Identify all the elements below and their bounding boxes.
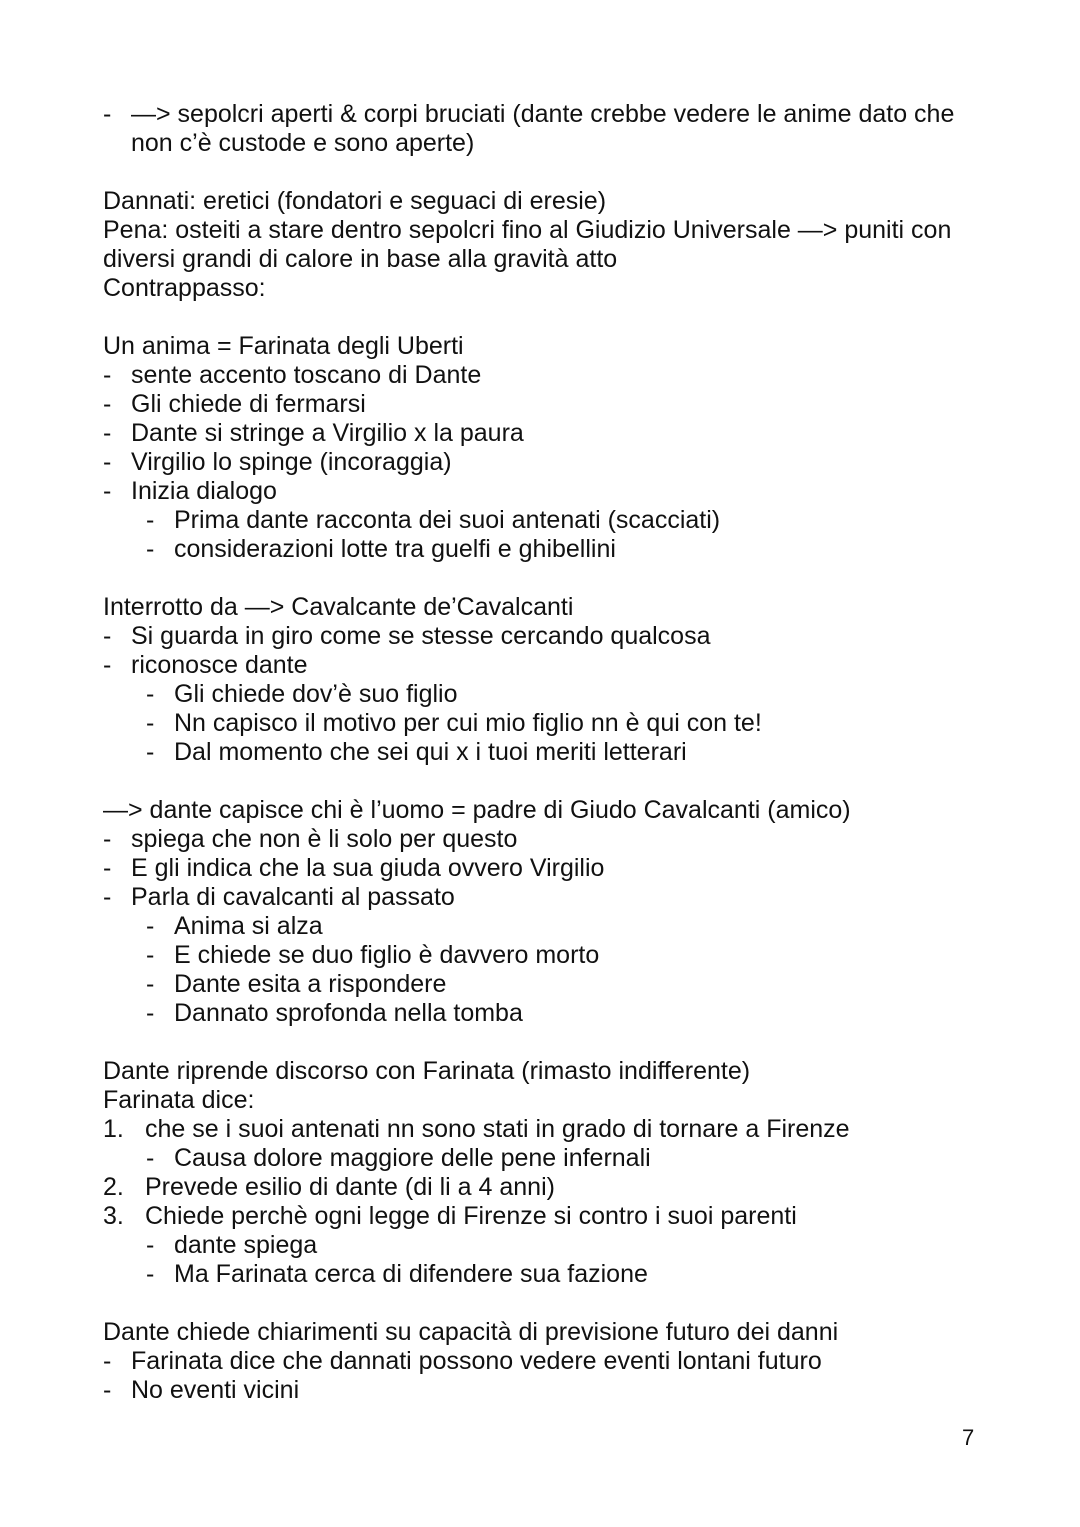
item-text: Nn capisco il motivo per cui mio figlio nn è qui con te!: [174, 709, 762, 737]
bullet-dash: -: [103, 651, 112, 679]
item-text: che se i suoi antenati nn sono stati in grado di tornare a Firenze: [145, 1115, 850, 1143]
bullet-dash: -: [146, 738, 155, 766]
bullet-dash: -: [146, 506, 155, 534]
bullet-dash: -: [146, 970, 155, 998]
section-heading: Interrotto da —> Cavalcante de’Cavalcanti: [103, 593, 574, 621]
sub-list-item: [103, 709, 983, 738]
item-text: Virgilio lo spinge (incoraggia): [131, 448, 452, 476]
list-item: [103, 854, 983, 883]
item-text: Parla di cavalcanti al passato: [131, 883, 455, 911]
bullet-dash: -: [146, 535, 155, 563]
list-item: [103, 622, 983, 651]
item-text: dante spiega: [174, 1231, 318, 1259]
list-item: [103, 361, 983, 390]
bullet-dash: -: [146, 999, 155, 1027]
sub-list-item: [103, 535, 983, 564]
paragraph-line: Pena: osteiti a stare dentro sepolcri fino al Giudizio Universale —> puniti con: [103, 216, 952, 244]
sub-list-item: [103, 1144, 983, 1173]
bullet-dash: -: [103, 477, 112, 505]
bullet-dash: -: [103, 854, 112, 882]
numbered-item: [103, 1173, 983, 1202]
bullet-dash: -: [146, 680, 155, 708]
bullet-dash: -: [146, 1231, 155, 1259]
list-item: [103, 390, 983, 419]
item-text: Dannato sprofonda nella tomba: [174, 999, 523, 1027]
number-marker: 3.: [103, 1202, 124, 1230]
item-text: No eventi vicini: [131, 1376, 300, 1404]
bullet-dash: -: [103, 1376, 112, 1404]
item-text: E gli indica che la sua giuda ovvero Virgilio: [131, 854, 605, 882]
bullet-dash: -: [146, 709, 155, 737]
list-item: [103, 651, 983, 680]
section-heading: Dante chiede chiarimenti su capacità di previsione futuro dei danni: [103, 1318, 839, 1346]
list-item: [103, 100, 983, 129]
item-text: Dante si stringe a Virgilio x la paura: [131, 419, 524, 447]
item-text: riconosce dante: [131, 651, 308, 679]
list-item: [103, 1347, 983, 1376]
bullet-dash: -: [103, 1347, 112, 1375]
sub-list-item: [103, 506, 983, 535]
page-number: 7: [962, 1425, 975, 1450]
item-text: Dal momento che sei qui x i tuoi meriti letterari: [174, 738, 687, 766]
document-page: [103, 100, 983, 1405]
item-text: Chiede perchè ogni legge di Firenze si contro i suoi parenti: [145, 1202, 797, 1230]
number-marker: 1.: [103, 1115, 124, 1143]
item-text: Causa dolore maggiore delle pene infernali: [174, 1144, 651, 1172]
list-item: [103, 419, 983, 448]
item-text: Ma Farinata cerca di difendere sua fazione: [174, 1260, 648, 1288]
bullet-dash: -: [103, 825, 112, 853]
bullet-dash: -: [103, 419, 112, 447]
item-text: Farinata dice che dannati possono vedere eventi lontani futuro: [131, 1347, 822, 1375]
list-item: [103, 1376, 983, 1405]
numbered-item: [103, 1202, 983, 1231]
sub-list-item: [103, 999, 983, 1028]
bullet-dash: -: [103, 448, 112, 476]
bullet-dash: -: [103, 622, 112, 650]
sub-list-item: [103, 1231, 983, 1260]
paragraph-line: Contrappasso:: [103, 274, 266, 302]
list-item: [103, 448, 983, 477]
item-text: E chiede se duo figlio è davvero morto: [174, 941, 600, 969]
bullet-dash: -: [146, 912, 155, 940]
sub-list-item: [103, 970, 983, 999]
bullet-dash: -: [103, 100, 112, 128]
item-text: Si guarda in giro come se stesse cercando qualcosa: [131, 622, 711, 650]
item-text: non c’è custode e sono aperte): [131, 129, 475, 157]
item-text: considerazioni lotte tra guelfi e ghibellini: [174, 535, 616, 563]
bullet-dash: -: [146, 1144, 155, 1172]
section-heading: —> dante capisce chi è l’uomo = padre di Giudo Cavalcanti (amico): [103, 796, 851, 824]
sub-list-item: [103, 1260, 983, 1289]
paragraph-line: diversi grandi di calore in base alla gravità atto: [103, 245, 618, 273]
item-text: Gli chiede di fermarsi: [131, 390, 366, 418]
item-text: Inizia dialogo: [131, 477, 277, 505]
bullet-dash: -: [146, 941, 155, 969]
section-heading: Un anima = Farinata degli Uberti: [103, 332, 464, 360]
paragraph-line: Dannati: eretici (fondatori e seguaci di eresie): [103, 187, 607, 215]
sub-list-item: [103, 941, 983, 970]
bullet-dash: -: [103, 361, 112, 389]
bullet-dash: -: [146, 1260, 155, 1288]
paragraph-line: Dante riprende discorso con Farinata (rimasto indifferente): [103, 1057, 751, 1085]
item-text: Gli chiede dov’è suo figlio: [174, 680, 458, 708]
bullet-dash: -: [103, 390, 112, 418]
sub-list-item: [103, 912, 983, 941]
item-text: spiega che non è li solo per questo: [131, 825, 518, 853]
paragraph-line: Farinata dice:: [103, 1086, 255, 1114]
item-text: —> sepolcri aperti & corpi bruciati (dante crebbe vedere le anime dato che: [131, 100, 955, 128]
item-text: Prima dante racconta dei suoi antenati (scacciati): [174, 506, 721, 534]
sub-list-item: [103, 738, 983, 767]
list-item-continuation: [103, 129, 983, 158]
list-item: [103, 825, 983, 854]
item-text: Anima si alza: [174, 912, 323, 940]
number-marker: 2.: [103, 1173, 124, 1201]
list-item: [103, 477, 983, 506]
item-text: sente accento toscano di Dante: [131, 361, 482, 389]
sub-list-item: [103, 680, 983, 709]
item-text: Prevede esilio di dante (di li a 4 anni): [145, 1173, 555, 1201]
bullet-dash: -: [103, 883, 112, 911]
list-item: [103, 883, 983, 912]
item-text: Dante esita a rispondere: [174, 970, 447, 998]
numbered-item: [103, 1115, 983, 1144]
